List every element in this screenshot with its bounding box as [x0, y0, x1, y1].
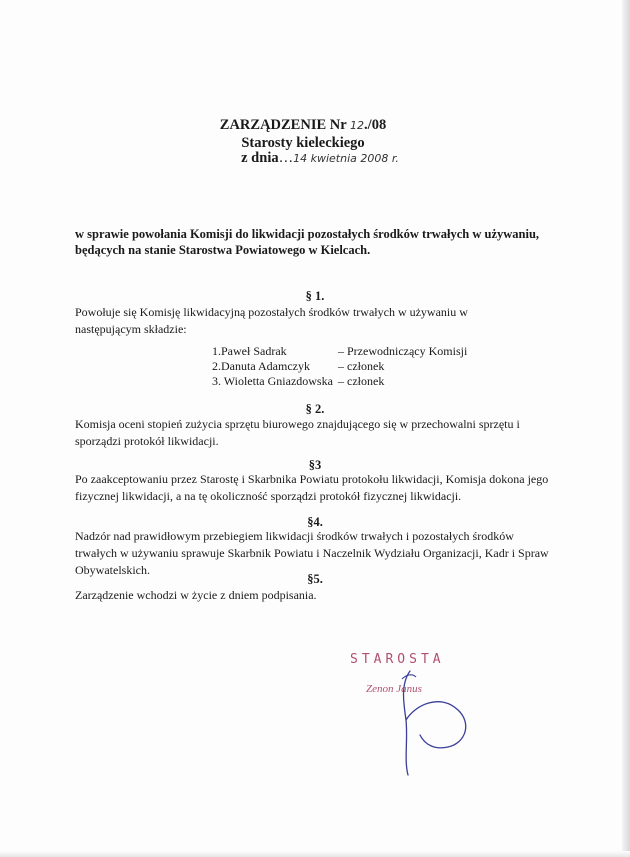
member-name: 1.Paweł Sadrak — [212, 344, 287, 358]
member-name: 3. Wioletta Gniazdowska — [212, 374, 333, 388]
document-subject: w sprawie powołania Komisji do likwidacji pozostałych środków trwałych w używaniu, będących na stanie Starostwa Powiatowego w Kielcach. — [75, 227, 540, 257]
section-5-text: Zarządzenie wchodzi w życie z dniem podpisania. — [75, 588, 317, 602]
member-role: – członek — [338, 374, 385, 388]
date-prefix: z dnia — [241, 150, 279, 166]
handwritten-signature — [380, 665, 490, 780]
issuer: Starosty kieleckiego — [241, 135, 365, 151]
date-dots: … — [278, 150, 294, 166]
section-3-title: §3 — [308, 458, 322, 472]
section-1-title: § 1. — [305, 289, 325, 303]
handwritten-number: 12 — [350, 119, 365, 132]
title-prefix: ZARZĄDZENIE Nr — [219, 117, 347, 133]
member-row — [212, 344, 467, 359]
member-row — [212, 359, 467, 374]
members-list — [212, 344, 467, 389]
section-3-text: Po zaakceptowaniu przez Starostę i Skarbnika Powiatu protokołu likwidacji, Komisja dokona jego fizycznej likwidacji, a na tę okoliczność sporządzi protokół fizycznej likwidacji. — [75, 472, 549, 503]
section-2-text: Komisja oceni stopień zużycia sprzętu biurowego znajdującego się w przechowalni sprzętu i sporządzi protokół likwidacji. — [75, 417, 520, 448]
section-5-title: §5. — [307, 572, 323, 586]
starosta-stamp: STAROSTA — [350, 652, 445, 667]
member-role: – Przewodniczący Komisji — [338, 344, 468, 358]
member-name: 2.Danuta Adamczyk — [212, 359, 310, 373]
section-1-text: Powołuje się Komisję likwidacyjną pozostałych środków trwałych w używaniu w następującym składzie: — [75, 305, 468, 336]
scan-edge-shadow — [622, 0, 630, 857]
title-suffix: ./08 — [364, 117, 387, 133]
scan-bottom-shadow — [0, 851, 630, 857]
member-row — [212, 374, 467, 389]
section-2-title: § 2. — [305, 402, 325, 416]
document-date — [5, 150, 630, 167]
document-title — [0, 117, 618, 134]
handwritten-date: 14 kwietnia 2008 r. — [293, 152, 399, 165]
stamp-name: Zenon Janus — [366, 683, 422, 695]
section-4-title: §4. — [307, 515, 323, 529]
section-4-text: Nadzór nad prawidłowym przebiegiem likwidacji środków trwałych i pozostałych środków trwałych w używaniu sprawuje Skarbnik Powiatu i Naczelnik Wydziału Organizacji, Kadr i Spraw Obywatelskich. — [75, 529, 549, 577]
member-role: – członek — [338, 359, 385, 373]
